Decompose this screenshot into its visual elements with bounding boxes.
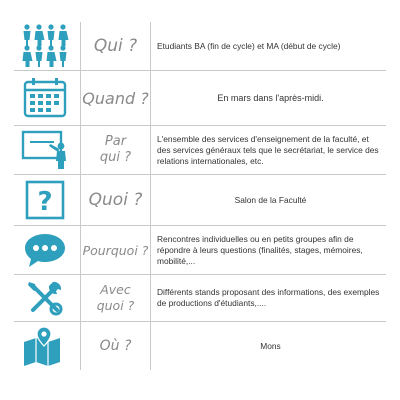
row-par-qui: [14, 126, 386, 175]
question-label: [81, 126, 150, 174]
question-text: Avec quoi ?: [96, 282, 135, 313]
question-text: Où ?: [99, 338, 132, 354]
question-label: [81, 71, 150, 125]
answer-content: Différents stands proposant des informations, des exemples de productions d'étudiants,....: [157, 287, 380, 308]
tools-icon: [14, 275, 76, 321]
row-quand: [14, 71, 386, 126]
row-quoi: [14, 175, 386, 226]
row-pourquoi: [14, 226, 386, 275]
column-divider: [150, 226, 151, 274]
answer-text: [157, 322, 384, 370]
question-text: Par qui ?: [99, 134, 132, 165]
answer-text: [157, 71, 384, 125]
question-label: [81, 175, 150, 225]
question-mark-icon: [14, 175, 76, 225]
answer-text: [157, 226, 384, 274]
answer-content: Mons: [260, 340, 281, 351]
question-text: Pourquoi ?: [82, 242, 149, 258]
column-divider: [150, 126, 151, 174]
column-divider: [150, 22, 151, 70]
column-divider: [150, 275, 151, 321]
question-text: Quand ?: [82, 88, 149, 108]
people-icon: [14, 22, 76, 70]
question-text: Qui ?: [93, 36, 138, 56]
answer-content: Salon de la Faculté: [234, 194, 307, 205]
answer-text: [157, 22, 384, 70]
info-grid: [14, 22, 386, 370]
column-divider: [150, 71, 151, 125]
answer-content: L'ensemble des services d'enseignement de la faculté, et des services généraux tels que le secrétariat, le service des relations internationales, etc.: [157, 133, 379, 166]
answer-text: [157, 126, 384, 174]
presenter-icon: [14, 126, 76, 174]
calendar-icon: [14, 71, 76, 125]
question-label: [81, 322, 150, 370]
row-avec-quoi: [14, 275, 386, 322]
row-ou: [14, 322, 386, 370]
question-label: [81, 226, 150, 274]
question-label: [81, 22, 150, 70]
chat-bubble-icon: [14, 226, 76, 274]
question-label: [81, 275, 150, 321]
column-divider: [150, 322, 151, 370]
map-pin-icon: [14, 322, 76, 370]
answer-content: En mars dans l'après-midi.: [217, 92, 324, 103]
row-qui: [14, 22, 386, 71]
answer-content: Rencontres individuelles ou en petits groupes afin de répondre à leurs questions (finalités, stages, mémoires, mobilité,...: [157, 233, 363, 266]
question-text: Quoi ?: [88, 190, 143, 210]
answer-text: [157, 175, 384, 225]
column-divider: [150, 175, 151, 225]
svg-text:?: ?: [37, 187, 53, 217]
answer-text: [157, 275, 384, 321]
answer-content: Etudiants BA (fin de cycle) et MA (début de cycle): [157, 40, 341, 51]
